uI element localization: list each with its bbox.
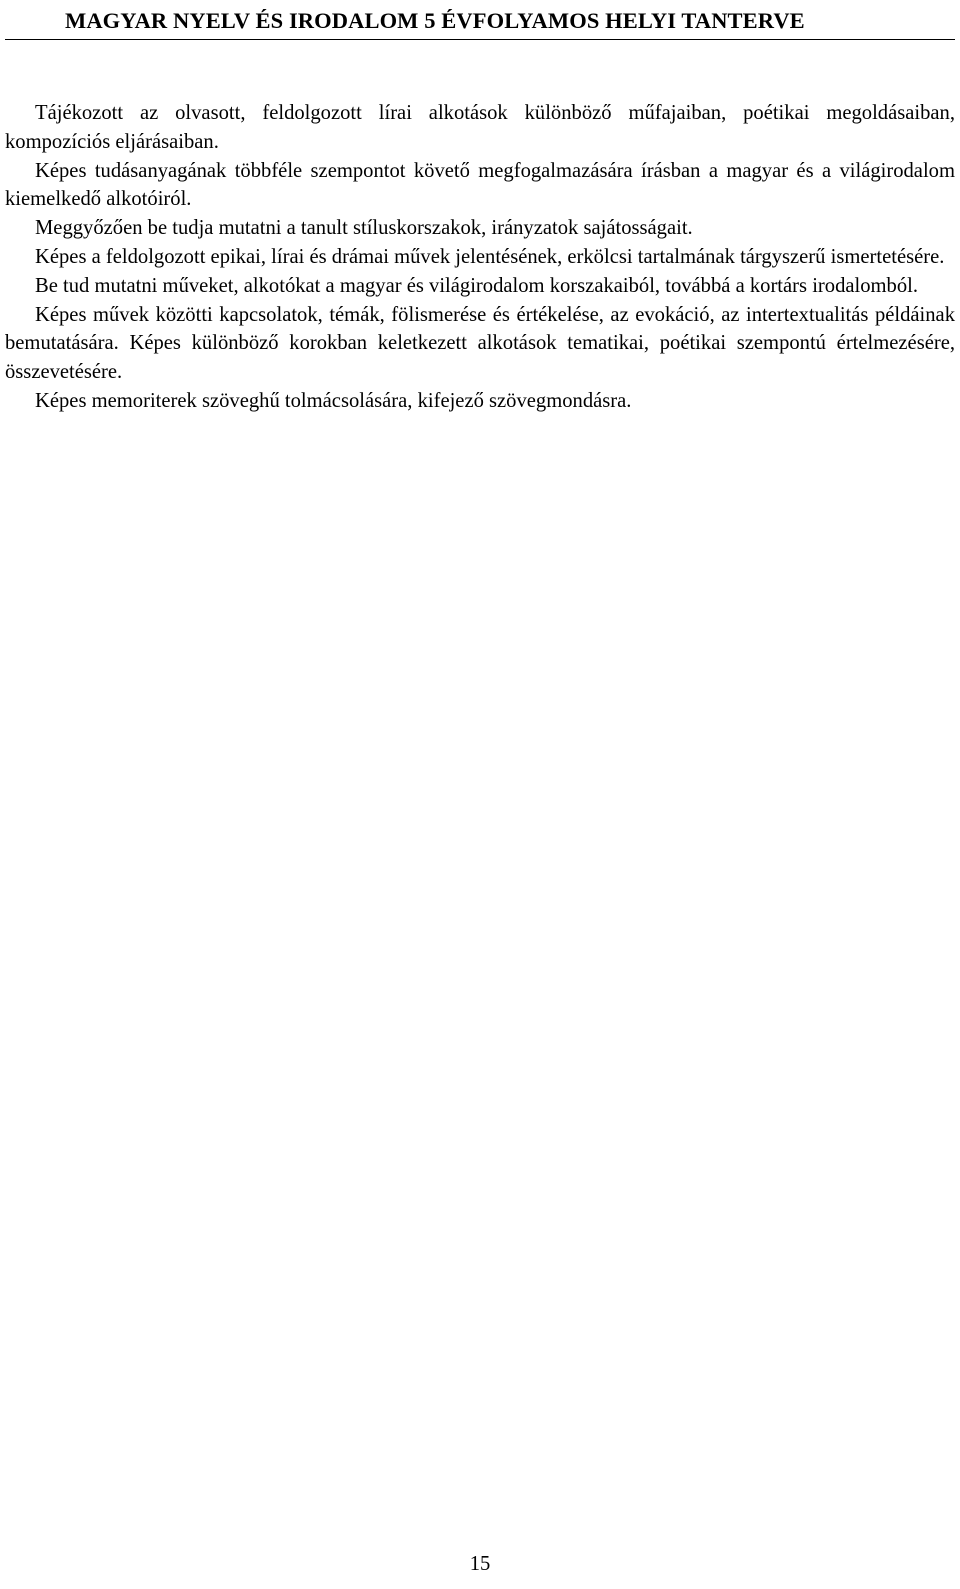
paragraph: Képes tudásanyagának többféle szempontot követő megfogalmazására írásban a magyar és a világirodalom kiemelkedő alkotóiról. bbox=[5, 159, 955, 211]
paragraph: Meggyőzően be tudja mutatni a tanult stíluskorszakok, irányzatok sajátosságait. bbox=[35, 217, 693, 240]
page-number: 15 bbox=[469, 1553, 491, 1575]
paragraph: Képes a feldolgozott epikai, lírai és drámai művek jelentésének, erkölcsi tartalmának tárgyszerű ismertetésére. bbox=[35, 245, 945, 268]
paragraph: Be tud mutatni műveket, alkotókat a magyar és világirodalom korszakaiból, továbbá a kortárs irodalomból. bbox=[35, 274, 919, 297]
document-title: MAGYAR NYELV ÉS IRODALOM 5 ÉVFOLYAMOS HELYI TANTERVE bbox=[65, 8, 805, 33]
body-text bbox=[5, 99, 955, 416]
paragraph: Képes művek közötti kapcsolatok, témák, fölismerése és értékelése, az evokáció, az intertextualitás példáinak bemutatására. Képes különböző korokban keletkezett alkotások tematikai, poétikai szempontú értelmezésére, összevetésére. bbox=[5, 303, 955, 384]
page-header bbox=[5, 4, 955, 40]
paragraph: Képes memoriterek szöveghű tolmácsolására, kifejező szövegmondásra. bbox=[35, 389, 632, 412]
paragraph: Tájékozott az olvasott, feldolgozott lírai alkotások különböző műfajaiban, poétikai megoldásaiban, kompozíciós eljárásaiban. bbox=[5, 102, 955, 153]
